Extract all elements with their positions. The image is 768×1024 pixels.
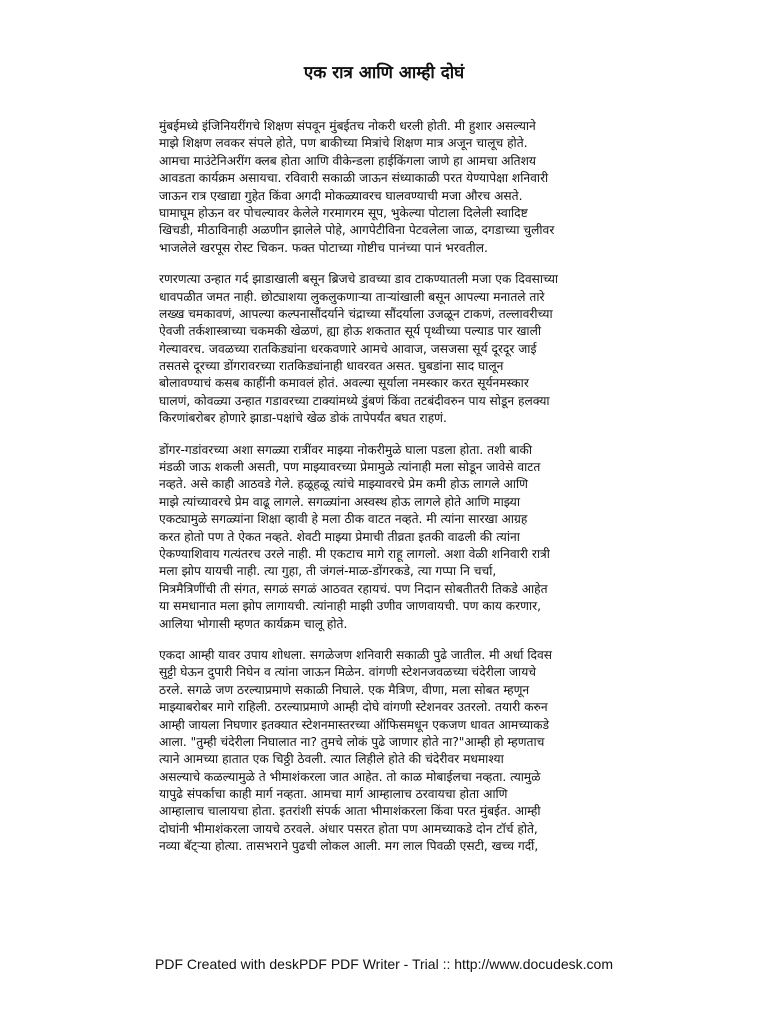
text-line: आवडता कार्यक्रम असायचा. रविवारी सकाळी जाऊन संध्याकाळी परत येण्यापेक्षा शनिवारी <box>159 171 549 186</box>
text-line: नव्या बॅट्ऱ्या होत्या. तासभराने पुढची लोकल आली. मग लाल पिवळी एसटी, खच्च गर्दी, <box>159 839 539 854</box>
text-line: आम्हालाच चालायचा होता. इतरांशी संपर्क आता भीमाशंकरला किंवा परत मुंबईत. आम्ही <box>159 804 541 819</box>
text-line: या समधानात मला झोप लागायची. त्यांनाही माझी उणीव जाणवायची. पण काय करणार, <box>159 599 541 614</box>
text-line: असल्याचे कळल्यामुळे ते भीमाशंकरला जात आहेत. तो काळ मोबाईलचा नव्हता. त्यामुळे <box>159 769 541 784</box>
text-line: आम्ही जायला निघणार इतक्यात स्टेशनमास्तरच्या ऑफिसमधून एकजण धावत आमच्याकडे <box>159 717 550 732</box>
text-line: आमचा माउंटेनिअरींग क्लब होता आणि वीकेन्डला हाईकिंगला जाणे हा आमचा अतिशय <box>159 153 536 168</box>
text-line: तसतसे दूरच्या डोंगरावरच्या रातकिड्यांनाही धावरवत असत. घुबडांना साद घालून <box>159 359 504 374</box>
text-line: मुंबईमध्ये इंजिनियरींगचे शिक्षण संपवून मुंबईतच नोकरी धरली होती. मी हुशार असल्याने <box>159 119 536 133</box>
text-line: करत होतो पण ते ऐकत नव्हते. शेवटी माझ्या प्रेमाची तीव्रता इतकी वाढली की त्यांना <box>159 529 520 544</box>
text-line: आला. "तुम्ही चंदेरीला निघालात ना? तुमचे लोकं पुढे जाणार होते ना?"आम्ही हो म्हणताच <box>159 734 545 749</box>
text-line: जाऊन रात्र एखाद्या गुहेत किंवा अगदी मोकळ्यावरच घालवण्याची मजा औरच असते. <box>159 188 523 203</box>
text-line: किरणांबरोबर होणारे झाडा-पक्षांचे खेळ डोकं तापेपर्यंत बघत राहणं. <box>159 411 447 426</box>
paragraph <box>159 442 679 633</box>
text-line: यापुढे संपर्काचा काही मार्ग नव्हता. आमचा मार्ग आम्हालाच ठरवायचा होता आणि <box>159 787 508 802</box>
text-line: मंडळी जाऊ शकली असती, पण माझ्यावरच्या प्रेमामुळे त्यांनाही मला सोडून जावेसे वाटत <box>159 460 541 475</box>
text-line: एकदा आम्ही यावर उपाय शोधला. सगळेजण शनिवारी सकाळी पुढे जातील. मी अर्धा दिवस <box>159 647 552 662</box>
paragraph <box>159 118 679 257</box>
pdf-footer: PDF Created with deskPDF PDF Writer - Trial :: http://www.docudesk.com <box>155 956 613 972</box>
text-line: माझ्याबरोबर मागे राहिली. ठरल्याप्रमाणे आम्ही दोघे वांगणी स्टेशनवर उतरलो. तयारी करुन <box>159 700 548 715</box>
text-line: भाजलेले खरपूस रोस्ट चिकन. फक्त पोटाच्या गोष्टीच पानंच्या पानं भरवतील. <box>159 240 488 255</box>
text-line: त्याने आमच्या हातात एक चिठ्ठी ठेवली. त्यात लिहीले होते की चंदेरीवर मधमाश्या <box>159 752 504 767</box>
text-line: डोंगर-गडांवरच्या अशा सगळ्या रात्रींवर माझ्या नोकरीमुळे घाला पडला होता. तशी बाकी <box>159 442 533 457</box>
text-line: लख्ख चमकावणं, आपल्या कल्पनासौंदर्याने चंद्राच्या सौंदर्याला उजळून टाकणं, तल्लावरीच्या <box>159 306 553 321</box>
text-line: नव्हते. असे काही आठवडे गेले. हळूहळू त्यांचे माझ्यावरचे प्रेम कमी होऊ लागले आणि <box>159 477 528 492</box>
text-line: ऐकण्याशिवाय गत्यंतरच उरले नाही. मी एकटाच मागे राहू लागलो. अशा वेळी शनिवारी रात्री <box>159 546 550 561</box>
text-line: आलिया भोगासी म्हणत कार्यक्रम चालू होते. <box>159 616 348 631</box>
text-line: खिचडी, मीठाविनाही अळणीन झालेले पोहे, आगपेटीविना पेटवलेला जाळ, दगडाच्या चुलीवर <box>159 223 555 238</box>
text-line: मला झोप यायची नाही. त्या गुहा, ती जंगलं-माळ-डोंगरकडे, त्या गप्पा नि चर्चा, <box>159 564 497 579</box>
paragraph <box>159 271 679 428</box>
text-line: एकट्यामुळे सगळ्यांना शिक्षा व्हावी हे मला ठीक वाटत नव्हते. मी त्यांना सारखा आग्रह <box>159 512 528 527</box>
paragraph <box>159 647 679 856</box>
text-line: घामाघूम होऊन वर पोचल्यावर केलेले गरमागरम सूप, भुकेल्या पोटाला दिलेली स्वादिष्ट <box>159 205 528 220</box>
text-line: बोलावण्याचं कसब काहींनी कमावलं होतं. अवल्या सूर्याला नमस्कार करत सूर्यनमस्कार <box>159 376 529 391</box>
text-line: गेल्यावरच. जवळच्या रातकिड्यांना धरकवणारे आमचे आवाज, जसजसा सूर्य दूरदूर जाई <box>159 341 537 356</box>
text-line: माझे त्यांच्यावरचे प्रेम वाढू लागले. सगळ्यांना अस्वस्थ होऊ लागले होते आणि माझ्या <box>159 494 521 509</box>
page-title: एक रात्र आणि आम्ही दोघं <box>303 63 465 83</box>
text-line: माझे शिक्षण लवकर संपले होते, पण बाकीच्या मित्रांचे शिक्षण मात्र अजून चालूच होते. <box>159 136 528 151</box>
text-line: मित्रमैत्रिणींची ती संगत, सगळं सगळं आठवत रहायचं. पण निदान सोबतीतरी तिकडे आहेत <box>159 581 548 596</box>
text-line: दोघांनी भीमाशंकरला जायचे ठरवले. अंधार पसरत होता पण आमच्याकडे दोन टॉर्च होते, <box>159 821 538 836</box>
text-line: रणरणत्या उन्हात गर्द झाडाखाली बसून ब्रिजचे डावच्या डाव टाकण्यातली मजा एक दिवसाच्या <box>159 272 559 287</box>
text-line: धावपळीत जमत नाही. छोट्याशया लुकलुकणाऱ्या ताऱ्यांखाली बसून आपल्या मनातले तारे <box>159 289 545 304</box>
text-line: ऐवजी तर्कशास्त्राच्या चकमकी खेळणं, ह्या होऊ शकतात सूर्य पृथ्वीच्या पल्याड पार खाली <box>159 324 541 339</box>
text-line: घालणं, कोवळ्या उन्हात गडावरच्या टाक्यांमध्ये डुंबणं किंवा तटबंदीवरुन पाय सोडून हलक्या <box>159 393 550 408</box>
document-body <box>159 118 679 870</box>
text-line: सुट्टी घेऊन दुपारी निघेन व त्यांना जाऊन मिळेन. वांगणी स्टेशनजवळच्या चंदेरीला जायचे <box>159 665 537 680</box>
text-line: ठरले. सगळे जण ठरल्याप्रमाणे सकाळी निघाले. एक मैत्रिण, वीणा, मला सोबत म्हणून <box>159 682 530 697</box>
